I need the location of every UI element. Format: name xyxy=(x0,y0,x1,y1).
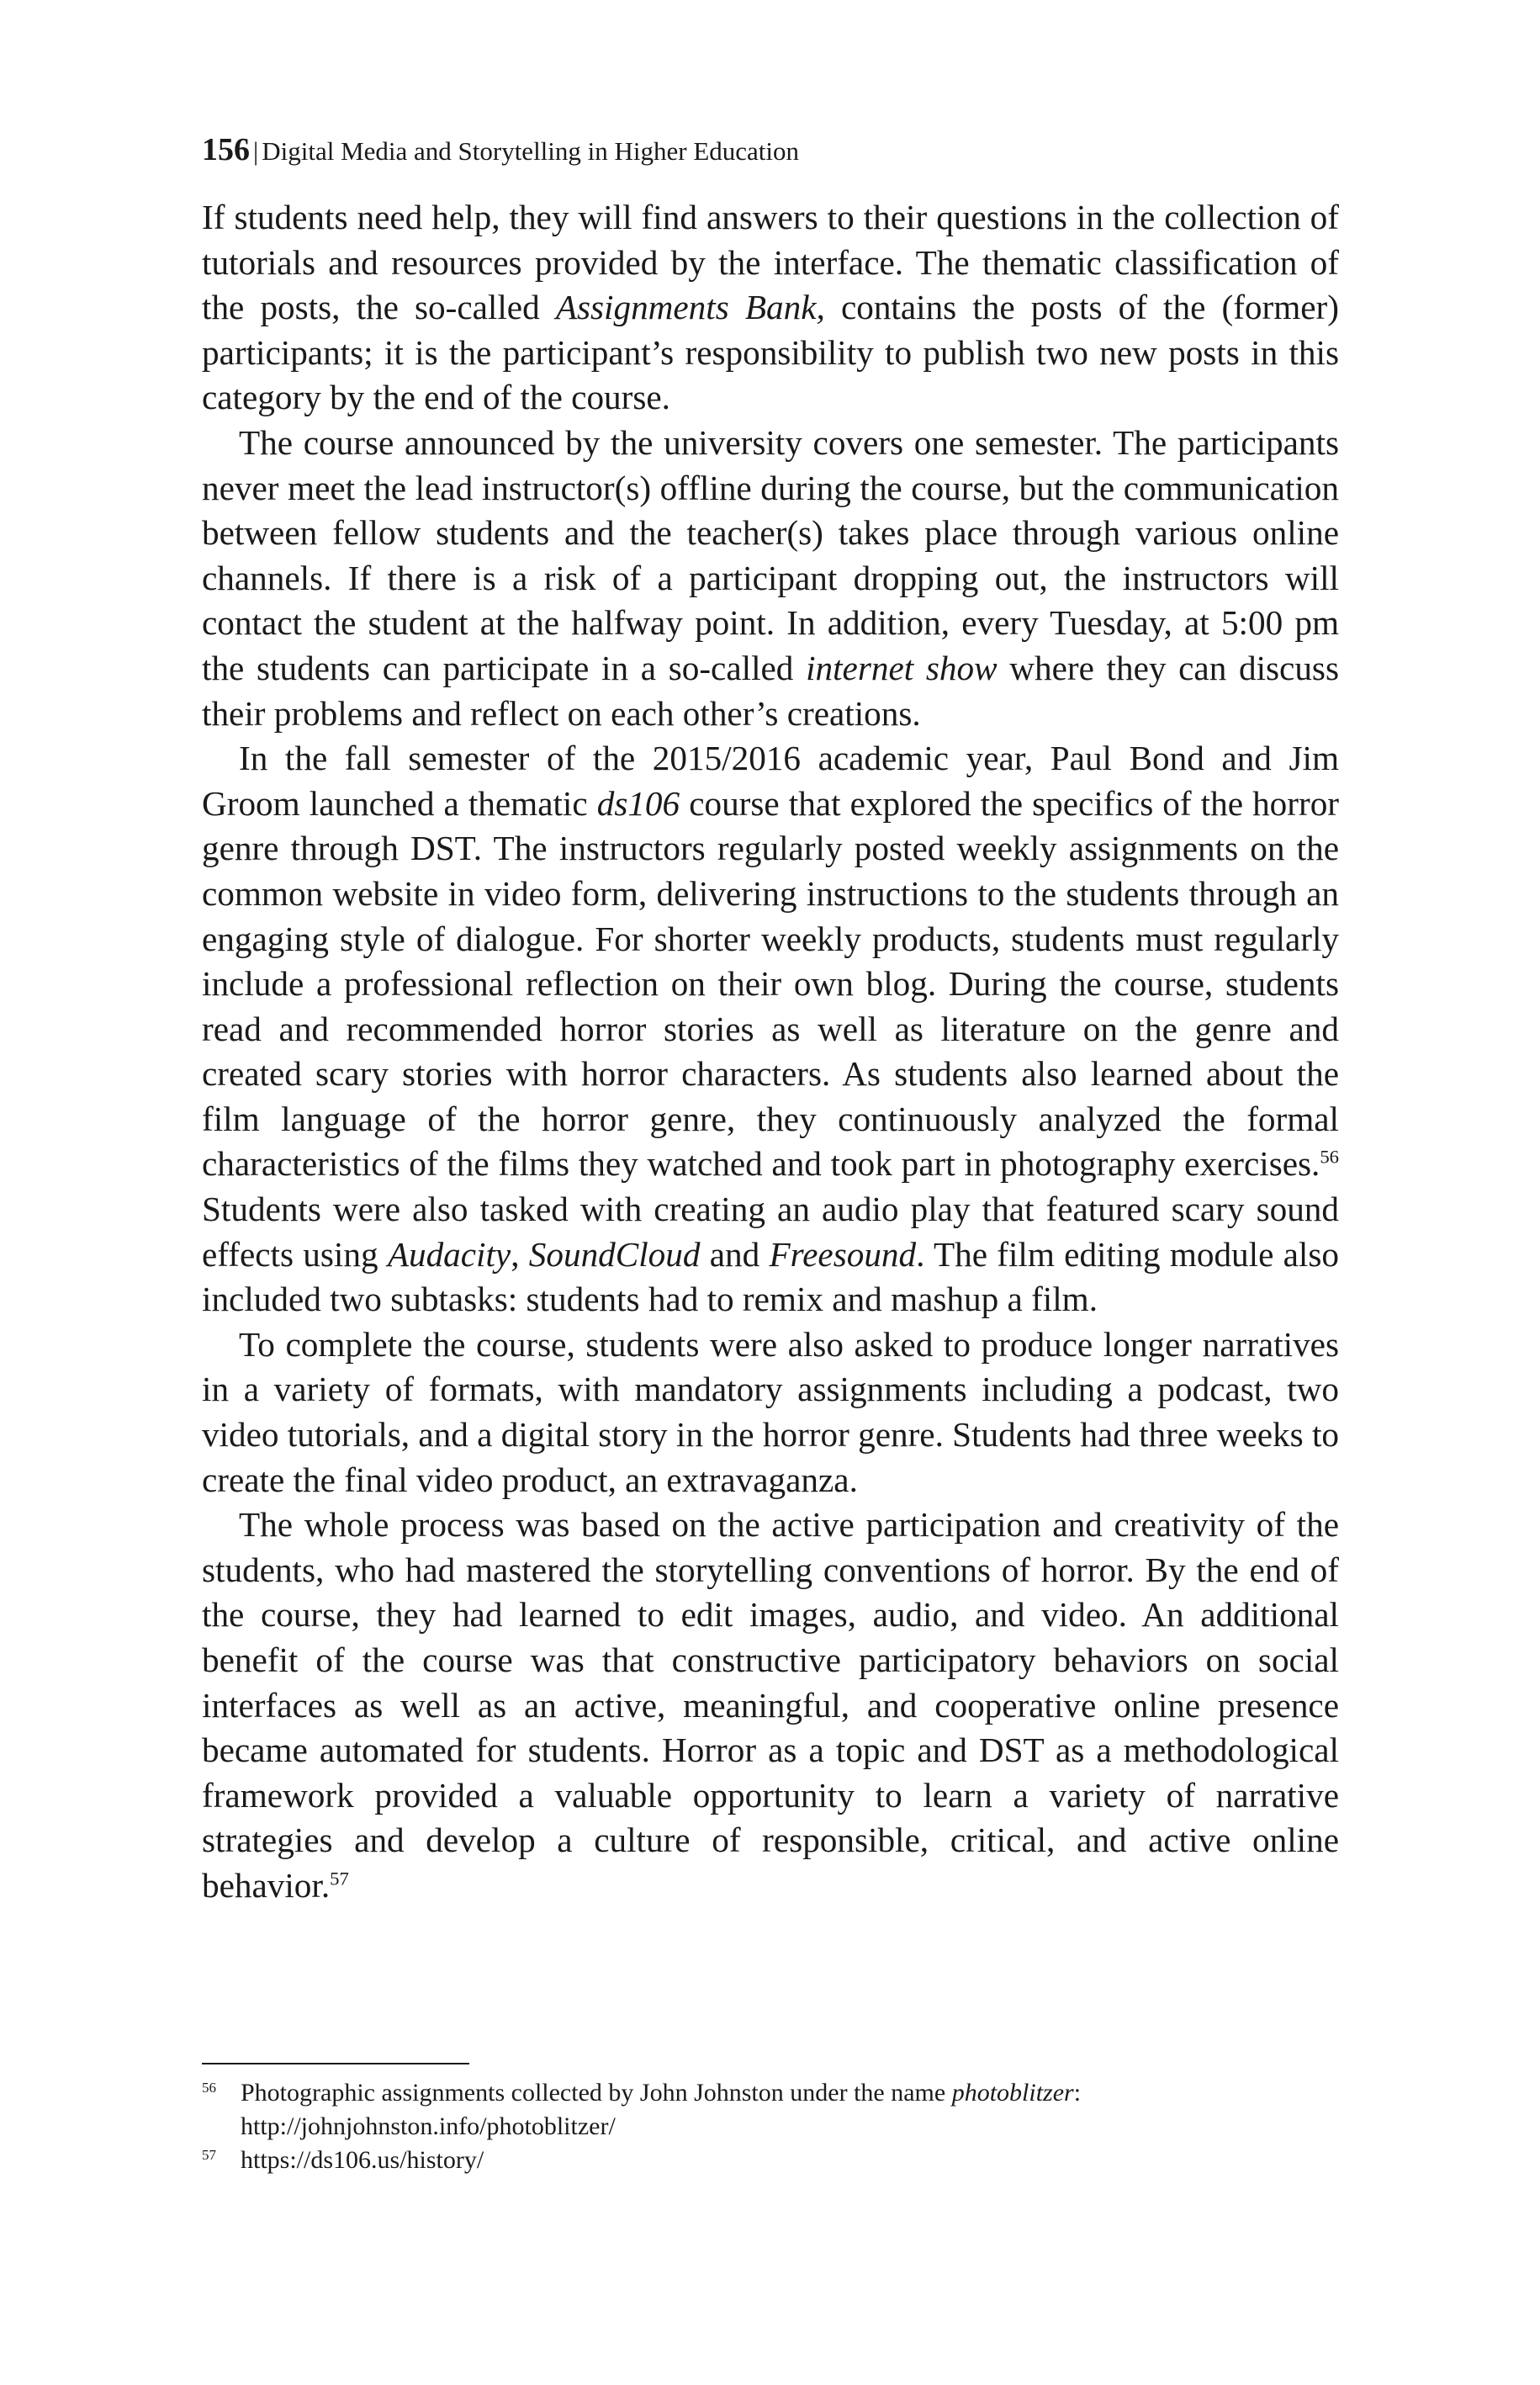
term-freesound: Freesound xyxy=(769,1234,917,1274)
paragraph-3 xyxy=(202,736,1339,1322)
term-internet-show: internet show xyxy=(806,648,998,687)
term-ds106: ds106 xyxy=(596,783,680,823)
footnote-url[interactable]: https://ds106.us/history/ xyxy=(241,2146,484,2174)
footnote-text: Photographic assignments collected by John Johnston under the name xyxy=(241,2079,952,2107)
paragraph-4-text: To complete the course, students were also asked to produce longer narratives in a variety of formats, with mandatory assignments including a podcast, two video tutorials, and a digital story in the horror genre. Students had three weeks to create the final video product, an extravaganza. xyxy=(202,1324,1339,1499)
body-text xyxy=(202,195,1339,1909)
footnote-56 xyxy=(202,2076,1339,2144)
paragraph-2-text-b: where they can discuss their problems and reflect on each other’s creations. xyxy=(202,648,1339,733)
footnote-ref-57[interactable]: 57 xyxy=(330,1868,349,1889)
page-number: 156 xyxy=(202,132,250,167)
paragraph-3-text-f: . The film editing module also included two subtasks: students had to remix and mashup a film. xyxy=(202,1234,1339,1319)
running-head-separator: | xyxy=(253,136,259,166)
paragraph-3-text-c: Students were also tasked with creating an audio play that featured scary sound effects using xyxy=(202,1190,1339,1274)
paragraph-1-text-a: If students need help, they will find answers to their questions in the collection of tutorials and resources provided by the interface. The thematic classification of the posts, the so-called xyxy=(202,198,1339,327)
footnote-ref-56[interactable]: 56 xyxy=(1320,1146,1339,1168)
paragraph-4 xyxy=(202,1322,1339,1503)
paragraph-2-text-a: The course announced by the university covers one semester. The participants never meet the lead instructor(s) offline during the course, but the communication between fellow students and the teacher(s) takes place through various online channels. If there is a risk of a participant dropping out, the instructors will contact the student at the halfway point. In addition, every Tuesday, at 5:00 pm the students can participate in a so-called xyxy=(202,422,1339,687)
footnotes xyxy=(202,2076,1339,2177)
paragraph-5 xyxy=(202,1503,1339,1908)
paragraph-3-text-e: and xyxy=(700,1234,770,1274)
paragraph-3-text-d: , xyxy=(511,1234,529,1274)
running-head xyxy=(202,133,799,168)
footnote-mark: 56 xyxy=(202,2080,216,2096)
footnote-url[interactable]: : http://johnjohnston.info/photoblitzer/ xyxy=(241,2079,1082,2140)
book-title: Digital Media and Storytelling in Higher Education xyxy=(262,136,800,166)
term-photoblitzer: photoblitzer xyxy=(951,2079,1074,2107)
footnote-57 xyxy=(202,2144,1339,2177)
term-audacity: Audacity xyxy=(387,1234,511,1274)
term-soundcloud: SoundCloud xyxy=(528,1234,701,1274)
footnote-mark: 57 xyxy=(202,2147,216,2163)
paragraph-2 xyxy=(202,421,1339,736)
term-assignments-bank: Assignments Bank, xyxy=(555,288,825,327)
paragraph-3-text-a: In the fall semester of the 2015/2016 academic year, Paul Bond and Jim Groom launched a thematic xyxy=(202,739,1339,823)
footnote-divider xyxy=(202,2063,469,2064)
paragraph-1 xyxy=(202,195,1339,421)
paragraph-5-text: The whole process was based on the active participation and creativity of the students, who had mastered the storytelling conventions of horror. By the end of the course, they had learned to edit images, audio, and video. An additional benefit of the course was that constructive participatory behaviors on social interfaces as well as an active, meaningful, and cooperative online presence became automated for students. Horror as a topic and DST as a methodological framework provided a valuable opportunity to learn a variety of narrative strategies and develop a culture of responsible, critical, and active online behavior. xyxy=(202,1505,1339,1905)
paragraph-1-text-b: contains the posts of the (former) participants; it is the participant’s responsibility to publish two new posts in this category by the end of the course. xyxy=(202,288,1339,417)
paragraph-3-text-b: course that explored the specifics of the horror genre through DST. The instructors regularly posted weekly assignments on the common website in video form, delivering instructions to the students through an engaging style of dialogue. For shorter weekly products, students must regularly include a professional reflection on their own blog. During the course, students read and recommended horror stories as well as literature on the genre and created scary stories with horror characters. As students also learned about the film language of the horror genre, they continuously analyzed the formal characteristics of the films they watched and took part in photography exercises. xyxy=(202,783,1339,1184)
